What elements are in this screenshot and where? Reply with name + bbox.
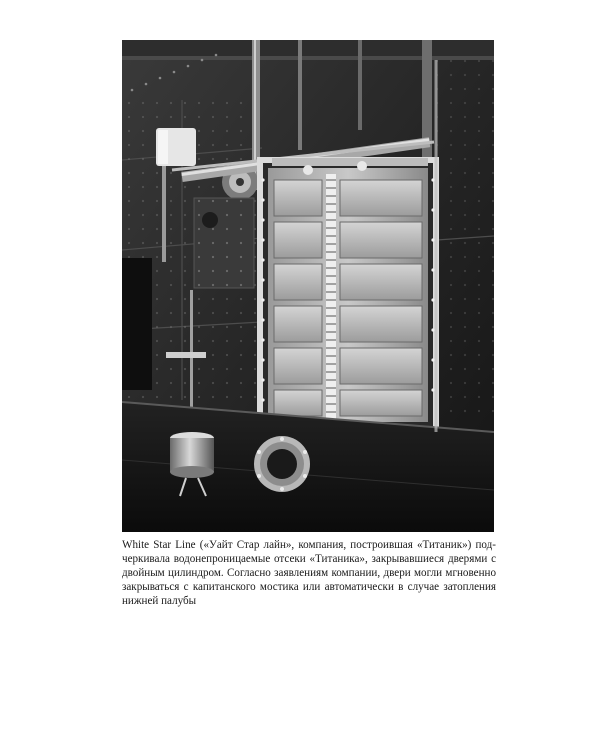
caption-line: закрываться с капитанского мостика или автоматически в случае затопления <box>122 581 496 593</box>
caption-line: двойным цилиндром. Согласно заявлениям компании, двери могли мгновенно <box>122 567 496 579</box>
figure-caption <box>122 538 496 608</box>
watertight-door-photo <box>122 40 494 532</box>
caption-line: White Star Line («Уайт Стар лайн», компания, построившая «Титаник») под- <box>122 539 496 551</box>
photo-illustration <box>122 40 494 532</box>
caption-line: нижней палубы <box>122 595 197 607</box>
caption-line: черкивала водонепроницаемые отсеки «Титаника», закрывавшиеся дверями с <box>122 553 496 565</box>
